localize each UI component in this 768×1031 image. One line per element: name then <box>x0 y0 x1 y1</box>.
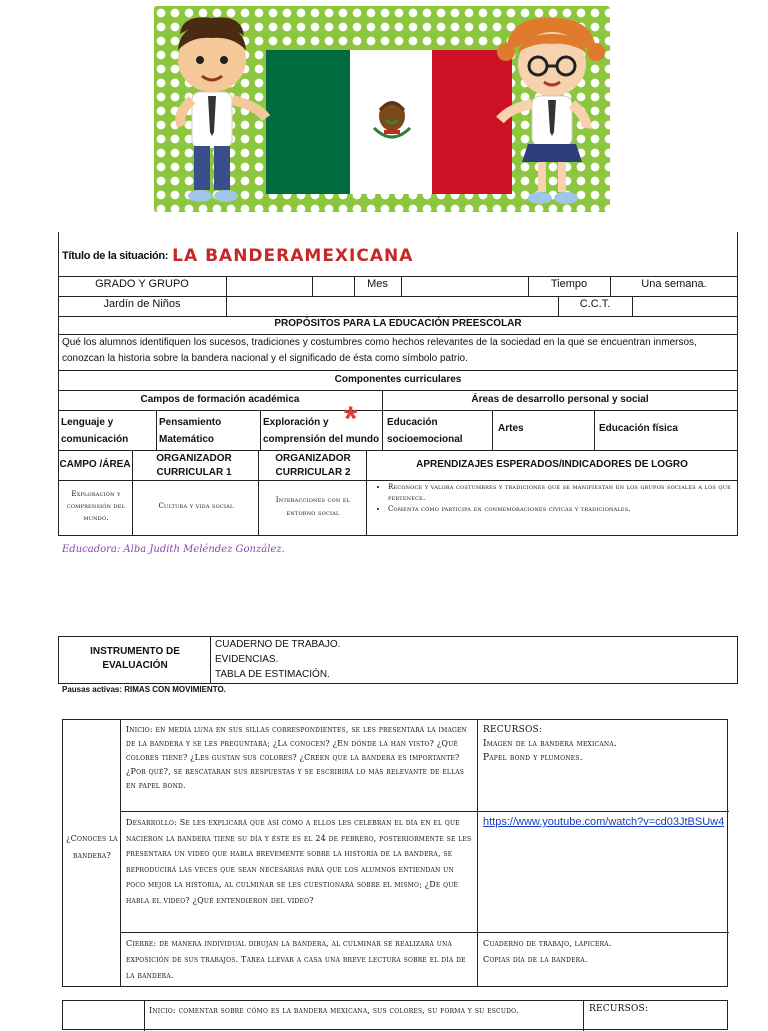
video-link[interactable]: https://www.youtube.com/watch?v=cd03JtBSUw4 <box>483 816 725 828</box>
mes-label: Mes <box>367 278 388 290</box>
planning-grid <box>58 232 738 536</box>
tiempo-value: Una semana. <box>641 278 707 290</box>
activity-cierre: Cierre: de manera individual dibujan la bandera, al culminar se realizará una exposición de sus trabajos. Tarea llevar a casa una breve lectura sobre el día de la bandera. <box>126 939 466 980</box>
coat-of-arms-icon <box>368 90 416 146</box>
educadora-signature: Educadora: Alba Judith Meléndez González. <box>62 544 285 555</box>
recursos-label: RECURSOS: <box>483 725 543 735</box>
cct-label: C.C.T. <box>579 298 611 310</box>
campo-pensamiento: Pensamiento Matemático <box>159 417 222 445</box>
aprendizajes-list <box>370 482 734 515</box>
selected-asterisk-icon: * <box>344 400 358 438</box>
recurso-item: Copias día de la bandera. <box>483 955 588 964</box>
girl-character-icon <box>492 12 608 212</box>
pausas-activas: Pausas activas: RIMAS CON MOVIMIENTO. <box>62 685 226 694</box>
campos-header: Campos de formación académica <box>140 394 300 405</box>
area-artes: Artes <box>498 423 524 434</box>
activity2-inicio: Inicio: comentar sobre cómo es la bandera mexicana, sus colores, su forma y su escudo. <box>149 1006 519 1015</box>
instrumento-items <box>215 637 715 682</box>
propositos-text: Qué los alumnos identifiquen los sucesos, tradiciones y costumbres como hechos relevantes de la sociedad en la que se encuentran inmersos, conozcan la historia sobre la bandera nacional y el significado de ésta como símbolo patrio. <box>62 337 697 364</box>
activity-table-2 <box>62 1000 728 1030</box>
areas-header: Áreas de desarrollo personal y social <box>471 394 649 405</box>
aprendizaje-item: • Comenta cómo participa en conmemoraciones cívicas y tradicionales. <box>388 504 734 515</box>
recurso-item: Imagen de la bandera mexicana. <box>483 739 617 749</box>
header-banner <box>154 6 610 212</box>
activity2-recursos-label: RECURSOS: <box>589 1004 649 1014</box>
propositos-header: PROPÓSITOS PARA LA EDUCACIÓN PREESCOLAR <box>274 318 522 329</box>
campo-exploracion: Exploración y comprensión del mundo <box>263 417 380 445</box>
title-row <box>62 236 732 276</box>
area-socioemocional: Educación socioemocional <box>387 417 463 445</box>
title-part2: MEXICANA <box>304 246 414 266</box>
instrumento-table <box>58 636 738 684</box>
recursos-inicio <box>483 723 723 765</box>
col-org2: ORGANIZADOR CURRICULAR 2 <box>275 453 351 478</box>
aprendizaje-item: • Reconoce y valora costumbres y tradiciones que se manifiestan en los grupos sociales a los que pertenece. <box>388 482 734 504</box>
activity-inicio: Inicio: en media luna en sus sillas correspondientes, se les presentará la imagen de la bandera y se les preguntará; ¿La conocen? ¿En dónde la han visto? ¿Qué colores tiene? ¿Les gustan sus colores? ¿Creen que la bandera es importante? ¿Por qué?, se rescataran sus respuestas y se escribirá lo más relevante de ellas en papel bond. <box>126 725 468 790</box>
row-org2: Interacciones con el entorno social <box>275 496 351 517</box>
col-aprendizajes: APRENDIZAJES ESPERADOS/INDICADORES DE LOGRO <box>416 459 688 470</box>
instrumento-item: CUADERNO DE TRABAJO. <box>215 639 341 650</box>
flag-green-stripe <box>266 50 350 194</box>
row-org1: Cultura y vida social <box>158 502 234 510</box>
boy-character-icon <box>162 14 272 210</box>
activity-question: ¿Conoces la bandera? <box>66 834 118 860</box>
recurso-item: Cuaderno de trabajo, lapicera. <box>483 939 612 948</box>
row-campo: Exploración y comprensión del mundo. <box>66 490 126 522</box>
jardin-label: Jardín de Niños <box>103 298 181 310</box>
activity-desarrollo: Desarrollo: Se les explicará que así como a ellos les celebran el día en el que nacieron la bandera tiene su día y éste es el 24 de febrero, posteriormente se les presentara un video que habla brevemente sobre la historia de la bandera, se reproducirá las veces que sean necesarias para que los alumnos entiendan un poco mejor la historia, al culminar se les cuestionará sobre el mismo; ¿De qué habla el video? ¿Qué entendieron del video? <box>126 818 472 905</box>
area-educacion-fisica: Educación física <box>599 423 678 434</box>
tiempo-label: Tiempo <box>550 278 588 290</box>
title-part1: LA BANDERA <box>172 246 305 266</box>
instrumento-label: INSTRUMENTO DE EVALUACIÓN <box>90 646 180 671</box>
col-org1: ORGANIZADOR CURRICULAR 1 <box>156 453 232 478</box>
recursos-cierre <box>483 936 723 968</box>
recurso-item: Papel bond y plumones. <box>483 753 583 763</box>
instrumento-item: TABLA DE ESTIMACIÓN. <box>215 669 330 680</box>
activity-table <box>62 719 728 987</box>
instrumento-item: EVIDENCIAS. <box>215 654 279 665</box>
col-campo: CAMPO /ÁREA <box>59 459 131 470</box>
campo-lenguaje: Lenguaje y comunicación <box>61 417 129 445</box>
componentes-header: Componentes curriculares <box>334 374 462 385</box>
title-label: Título de la situación: <box>62 250 169 262</box>
grado-label: GRADO Y GRUPO <box>95 278 189 290</box>
